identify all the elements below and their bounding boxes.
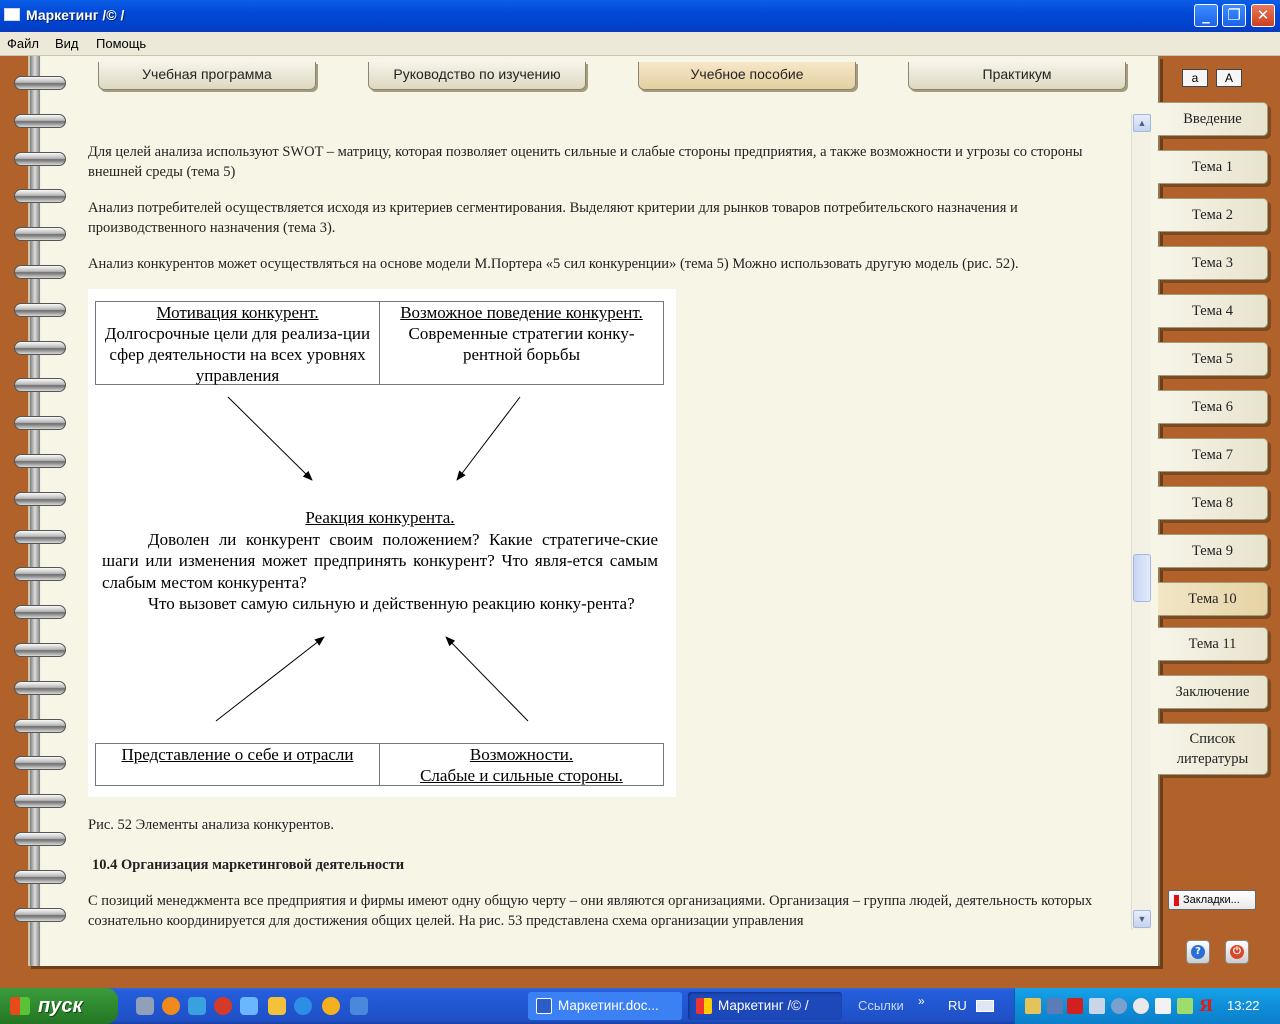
- side-tab-topic-2[interactable]: Тема 2: [1158, 198, 1268, 232]
- clock: 13:22: [1227, 998, 1260, 1013]
- tray-settings-icon[interactable]: [1133, 998, 1149, 1014]
- side-tab-bibliography[interactable]: [1158, 723, 1268, 775]
- tab-practicum[interactable]: Практикум: [908, 62, 1126, 90]
- bookmarks-button[interactable]: [1168, 890, 1256, 910]
- box-capabilities: [379, 743, 664, 786]
- menu-view[interactable]: Вид: [55, 36, 79, 51]
- paragraph-competitors: Анализ конкурентов может осуществляться на основе модели М.Портера «5 сил конкуренции» (тема 5) Можно использовать другую модель (рис. 52).: [88, 256, 1019, 272]
- taskbar: [0, 988, 1280, 1024]
- task-word-label: Маркетинг.doc...: [558, 998, 659, 1013]
- font-larger-button[interactable]: A: [1216, 69, 1242, 87]
- side-tab-topic-7[interactable]: Тема 7: [1158, 438, 1268, 472]
- figure-competitor-analysis: [88, 289, 676, 797]
- maximize-button[interactable]: ❐: [1222, 4, 1246, 27]
- scroll-up-button[interactable]: ▲: [1133, 114, 1151, 132]
- arrow-capabilities-to-reaction: [446, 637, 528, 721]
- side-tab-topic-11[interactable]: Тема 11: [1158, 627, 1268, 661]
- side-tab-topic-1[interactable]: Тема 1: [1158, 150, 1268, 184]
- paragraph-swot: Для целей анализа используют SWOT – матрицу, которая позволяет оценить сильные и слабые стороны предприятия, а также возможности и угрозы со стороны внешней среды (тема 5): [88, 144, 1083, 180]
- box-motivation-text: Долгосрочные цели для реализа-ции сфер деятельности на всех уровнях управления: [104, 324, 371, 385]
- start-label: пуск: [38, 995, 83, 1017]
- menu-bar: [0, 32, 1280, 56]
- spiral-ring: [14, 152, 66, 166]
- box-behavior-title: Возможное поведение конкурент.: [400, 303, 643, 322]
- spiral-ring: [14, 567, 66, 581]
- spiral-ring: [14, 341, 66, 355]
- paragraph-organization: С позиций менеджмента все предприятия и фирмы имеют одну общую черту – они являются организациями. Организация – группа людей, деятельность которых сознательно координируется для достижения общих целей. На рис. 53 представлена схема организации управления: [88, 893, 1093, 929]
- box-capabilities-text: Слабые и сильные стороны.: [420, 766, 623, 785]
- word-icon: [536, 998, 552, 1014]
- spiral-ring: [14, 643, 66, 657]
- spiral-ring: [14, 908, 66, 922]
- marketing-app-icon: [696, 998, 712, 1014]
- side-tab-intro[interactable]: Введение: [1158, 102, 1268, 136]
- box-reaction-text-2: Что вызовет самую сильную и действенную реакцию конку-рента?: [148, 594, 635, 613]
- box-reaction-text-1: Доволен ли конкурент своим положением? Какие стратегиче-ские шаги или изменения может предпринять конкурент? Что явля-ется самым слабым местом конкурента?: [102, 529, 658, 592]
- content-scrollbar[interactable]: [1131, 114, 1151, 930]
- window-title-bar: [0, 0, 1280, 32]
- box-reaction: [102, 507, 658, 615]
- box-self-image: [95, 743, 380, 786]
- tray-kaspersky-icon[interactable]: [1067, 998, 1083, 1014]
- task-word-document[interactable]: [528, 992, 682, 1020]
- tab-study-guide[interactable]: Руководство по изучению: [368, 62, 586, 90]
- tray-battery-icon[interactable]: [1177, 998, 1193, 1014]
- quicklaunch-firefox-icon[interactable]: [162, 997, 180, 1015]
- spiral-ring: [14, 454, 66, 468]
- spiral-ring: [14, 870, 66, 884]
- power-icon: ⏻: [1230, 945, 1244, 959]
- side-tab-topic-4[interactable]: Тема 4: [1158, 294, 1268, 328]
- spiral-ring: [14, 189, 66, 203]
- section-heading: 10.4 Организация маркетинговой деятельности: [92, 857, 405, 873]
- tray-folder-icon[interactable]: [1025, 998, 1041, 1014]
- spiral-ring: [14, 114, 66, 128]
- tray-yandex-icon[interactable]: Я: [1199, 996, 1214, 1015]
- bookmark-flag-icon: [1174, 895, 1179, 906]
- task-marketing-app[interactable]: [688, 992, 842, 1020]
- spiral-ring: [14, 492, 66, 506]
- quicklaunch-messenger-icon[interactable]: [188, 997, 206, 1015]
- arrow-motivation-to-reaction: [228, 397, 312, 480]
- side-tab-conclusion[interactable]: Заключение: [1158, 675, 1268, 709]
- menu-file[interactable]: Файл: [7, 36, 39, 51]
- app-area: [0, 56, 1280, 988]
- scroll-thumb[interactable]: [1133, 554, 1151, 602]
- links-chevron[interactable]: »: [918, 994, 925, 1008]
- system-tray: [1014, 988, 1280, 1024]
- spiral-ring: [14, 832, 66, 846]
- side-tab-topic-10[interactable]: Тема 10: [1158, 582, 1268, 616]
- language-indicator[interactable]: RU: [948, 998, 967, 1013]
- font-smaller-button[interactable]: a: [1182, 69, 1208, 87]
- spiral-ring: [14, 756, 66, 770]
- side-tab-topic-8[interactable]: Тема 8: [1158, 486, 1268, 520]
- tab-curriculum[interactable]: Учебная программа: [98, 62, 316, 90]
- quicklaunch-thunderbird-icon[interactable]: [268, 997, 286, 1015]
- spiral-ring: [14, 227, 66, 241]
- quicklaunch-tool-icon[interactable]: [240, 997, 258, 1015]
- task-marketing-label: Маркетинг /© /: [718, 998, 809, 1013]
- quicklaunch-network-icon[interactable]: [136, 997, 154, 1015]
- box-reaction-title: Реакция конкурента.: [305, 508, 455, 527]
- help-icon: ?: [1191, 945, 1205, 959]
- side-tab-bibliography-line1: Список: [1189, 731, 1236, 747]
- side-tab-topic-5[interactable]: Тема 5: [1158, 342, 1268, 376]
- arrow-behavior-to-reaction: [457, 397, 520, 480]
- quicklaunch-media-icon[interactable]: [214, 997, 232, 1015]
- links-toolbar[interactable]: Ссылки: [858, 998, 904, 1013]
- arrow-self-to-reaction: [216, 637, 324, 721]
- box-motivation-title: Мотивация конкурент.: [156, 303, 319, 322]
- quicklaunch-chrome-icon[interactable]: [322, 997, 340, 1015]
- close-button[interactable]: ✕: [1251, 4, 1275, 27]
- menu-help[interactable]: Помощь: [96, 36, 147, 51]
- side-tab-topic-6[interactable]: Тема 6: [1158, 390, 1268, 424]
- box-capabilities-title: Возможности.: [469, 745, 574, 764]
- spiral-ring: [14, 719, 66, 733]
- tray-volume-icon[interactable]: [1089, 998, 1105, 1014]
- spiral-ring: [14, 76, 66, 90]
- quicklaunch-desktop-icon[interactable]: [350, 997, 368, 1015]
- spiral-ring: [14, 530, 66, 544]
- keyboard-icon[interactable]: [976, 1000, 994, 1012]
- windows-logo-icon: [10, 997, 30, 1015]
- spiral-ring: [14, 605, 66, 619]
- tray-update-icon[interactable]: [1111, 998, 1127, 1014]
- spiral-ring: [14, 378, 66, 392]
- app-window-icon: [4, 8, 20, 21]
- tray-network-icon[interactable]: [1047, 998, 1063, 1014]
- side-tab-bibliography-line2: литературы: [1176, 751, 1249, 767]
- start-button[interactable]: [0, 988, 118, 1024]
- tray-security-icon[interactable]: [1155, 998, 1171, 1014]
- figure-caption: Рис. 52 Элементы анализа конкурентов.: [88, 817, 335, 833]
- spiral-ring: [14, 265, 66, 279]
- box-self-image-title: Представление о себе и отрасли: [121, 745, 354, 764]
- help-button[interactable]: [1186, 940, 1210, 964]
- exit-button[interactable]: [1225, 940, 1249, 964]
- side-tab-topic-9[interactable]: Тема 9: [1158, 534, 1268, 568]
- side-tab-topic-3[interactable]: Тема 3: [1158, 246, 1268, 280]
- paragraph-consumers: Анализ потребителей осуществляется исходя из критериев сегментирования. Выделяют критерии для рынков товаров потребительского назначения и производственного назначения (тема 3).: [88, 200, 1018, 236]
- spiral-ring: [14, 303, 66, 317]
- scroll-down-button[interactable]: ▼: [1133, 910, 1151, 928]
- spiral-ring: [14, 794, 66, 808]
- spiral-ring: [14, 416, 66, 430]
- minimize-button[interactable]: _: [1194, 4, 1218, 27]
- quicklaunch-ie-icon[interactable]: [294, 997, 312, 1015]
- tab-textbook[interactable]: Учебное пособие: [638, 62, 856, 90]
- bookmarks-label: Закладки...: [1183, 894, 1240, 906]
- window-title: Маркетинг /© /: [26, 7, 125, 23]
- box-behavior-text: Современные стратегии конку-рентной борьбы: [408, 324, 635, 364]
- spiral-ring: [14, 681, 66, 695]
